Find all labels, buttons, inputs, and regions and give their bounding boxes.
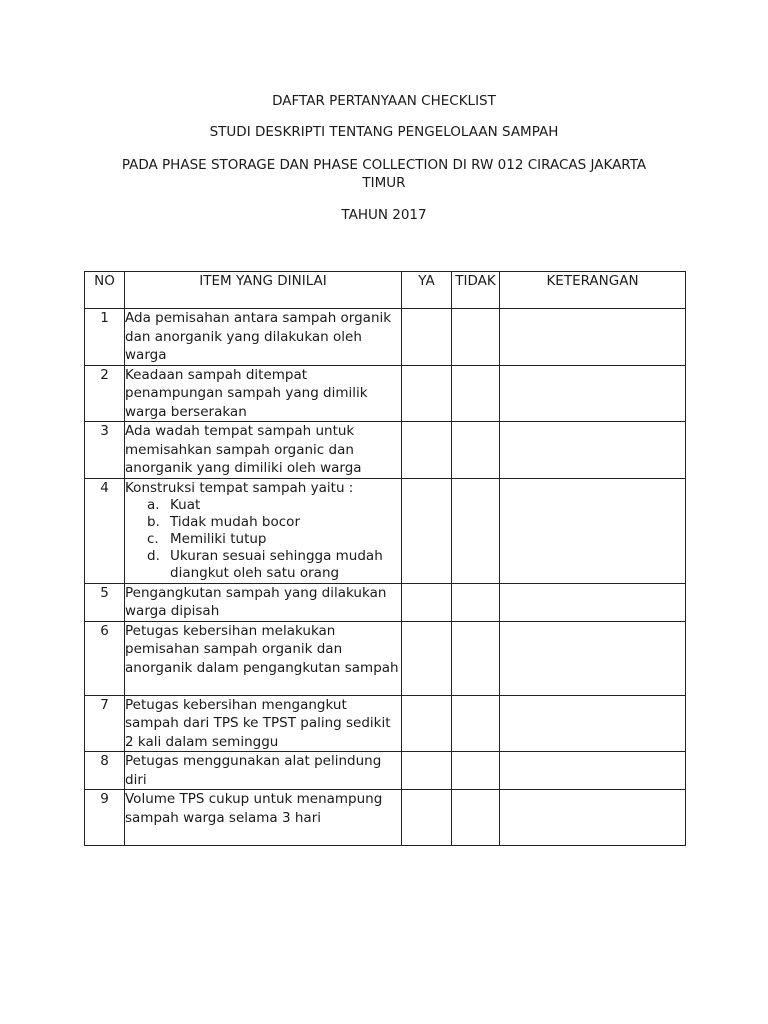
table-row	[85, 478, 686, 583]
row-number: 9	[85, 790, 125, 846]
column-header-no: NO	[85, 272, 125, 309]
tidak-cell	[452, 309, 500, 366]
tidak-cell	[452, 621, 500, 695]
row-number: 6	[85, 621, 125, 695]
row-item-cell	[125, 583, 402, 621]
sub-item	[125, 497, 401, 514]
keterangan-cell	[500, 621, 686, 695]
keterangan-cell	[500, 752, 686, 790]
row-item-cell	[125, 695, 402, 752]
sub-item	[125, 531, 401, 548]
row-item-cell	[125, 422, 402, 479]
sub-item-text: Memiliki tutup	[170, 531, 267, 547]
row-item-cell	[125, 365, 402, 422]
keterangan-cell	[500, 422, 686, 479]
row-number: 7	[85, 695, 125, 752]
row-number: 1	[85, 309, 125, 366]
row-item-text: Volume TPS cukup untuk menampung sampah warga selama 3 hari	[125, 791, 383, 826]
sub-item	[125, 514, 401, 531]
document-subtitle: STUDI DESKRIPTI TENTANG PENGELOLAAN SAMPAH	[209, 124, 559, 140]
document-year: TAHUN 2017	[341, 207, 427, 223]
tidak-cell	[452, 478, 500, 583]
row-item-cell	[125, 621, 402, 695]
row-number: 8	[85, 752, 125, 790]
keterangan-cell	[500, 478, 686, 583]
column-header-item: ITEM YANG DINILAI	[125, 272, 402, 309]
sub-item	[125, 548, 401, 582]
row-item-text: Petugas menggunakan alat pelindung diri	[125, 753, 382, 788]
document-title: DAFTAR PERTANYAAN CHECKLIST	[272, 93, 496, 109]
table-header-row	[85, 272, 686, 309]
keterangan-cell	[500, 365, 686, 422]
ya-cell	[402, 365, 452, 422]
row-item-text: Konstruksi tempat sampah yaitu :	[125, 479, 354, 496]
table-row	[85, 621, 686, 695]
table-row	[85, 583, 686, 621]
ya-cell	[402, 621, 452, 695]
keterangan-cell	[500, 790, 686, 846]
table-row	[85, 695, 686, 752]
row-item-text: Petugas kebersihan mengangkut sampah dari TPS ke TPST paling sedikit 2 kali dalam seminggu	[125, 696, 391, 750]
ya-cell	[402, 478, 452, 583]
row-item-text: Keadaan sampah ditempat penampungan sampah yang dimilik warga berserakan	[125, 366, 368, 420]
ya-cell	[402, 422, 452, 479]
keterangan-cell	[500, 309, 686, 366]
table-row	[85, 422, 686, 479]
table-row	[85, 752, 686, 790]
row-item-text: Pengangkutan sampah yang dilakukan warga dipisah	[125, 584, 387, 619]
table-row	[85, 365, 686, 422]
tidak-cell	[452, 695, 500, 752]
column-header-ya: YA	[402, 272, 452, 309]
ya-cell	[402, 309, 452, 366]
checklist-table	[84, 271, 686, 846]
row-number: 3	[85, 422, 125, 479]
ya-cell	[402, 790, 452, 846]
sub-item-marker: a.	[147, 497, 160, 513]
sub-item-marker: d.	[147, 548, 160, 564]
row-item-cell	[125, 752, 402, 790]
sub-item-text: Ukuran sesuai sehingga mudah diangkut oleh satu orang	[170, 548, 383, 581]
tidak-cell	[452, 583, 500, 621]
sub-item-text: Kuat	[170, 497, 201, 513]
keterangan-cell	[500, 695, 686, 752]
row-item-cell	[125, 790, 402, 846]
row-item-text: Ada pemisahan antara sampah organik dan anorganik yang dilakukan oleh warga	[125, 310, 392, 363]
ya-cell	[402, 752, 452, 790]
row-number: 5	[85, 583, 125, 621]
document-scope: PADA PHASE STORAGE DAN PHASE COLLECTION DI RW 012 CIRACAS JAKARTA TIMUR	[121, 157, 647, 191]
tidak-cell	[452, 422, 500, 479]
column-header-tidak: TIDAK	[452, 272, 500, 309]
tidak-cell	[452, 752, 500, 790]
column-header-keterangan: KETERANGAN	[500, 272, 686, 309]
row-number: 4	[85, 478, 125, 583]
ya-cell	[402, 583, 452, 621]
tidak-cell	[452, 365, 500, 422]
sub-item-text: Tidak mudah bocor	[170, 514, 300, 530]
tidak-cell	[452, 790, 500, 846]
sub-item-marker: c.	[147, 531, 159, 547]
keterangan-cell	[500, 583, 686, 621]
ya-cell	[402, 695, 452, 752]
sub-item-marker: b.	[147, 514, 160, 530]
row-item-cell	[125, 478, 402, 583]
row-item-cell	[125, 309, 402, 366]
row-item-text: Petugas kebersihan melakukan pemisahan sampah organik dan anorganik dalam pengangkutan sampah	[125, 622, 399, 676]
table-row	[85, 790, 686, 846]
row-number: 2	[85, 365, 125, 422]
table-row	[85, 309, 686, 366]
row-item-text: Ada wadah tempat sampah untuk memisahkan sampah organic dan anorganik yang dimiliki oleh warga	[125, 423, 362, 476]
